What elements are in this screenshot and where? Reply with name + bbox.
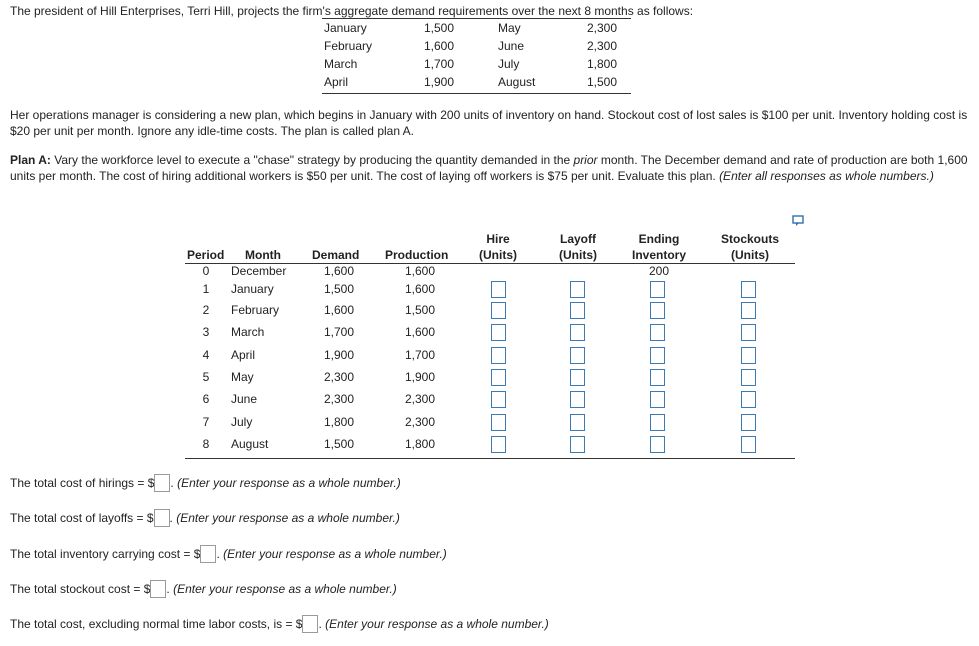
table-row [0, 301, 979, 319]
header-month: Month [245, 248, 281, 262]
total-layoff-cost-label: The total cost of layoffs = $ [10, 511, 154, 525]
hire-input[interactable] [491, 281, 506, 298]
row-period: 6 [202, 392, 210, 406]
total-cost-label: The total cost, excluding normal time labor costs, is = $ [10, 617, 303, 631]
row-production: 1,500 [404, 303, 435, 317]
demand-requirements-table [322, 18, 631, 94]
total-cost-line [10, 615, 549, 633]
hire-input[interactable] [491, 436, 506, 453]
row-demand: 1,900 [323, 348, 354, 362]
stockouts-input[interactable] [741, 369, 756, 386]
row-period: 4 [202, 348, 210, 362]
hire-input[interactable] [491, 302, 506, 319]
demand-month: January [324, 21, 367, 35]
total-cost-hint: (Enter your response as a whole number.) [325, 617, 549, 631]
header-hire-2: (Units) [479, 248, 517, 262]
row-month: March [231, 325, 265, 339]
header-production: Production [385, 248, 449, 262]
demand-month: February [324, 39, 373, 53]
total-hiring-cost-hint: (Enter your response as a whole number.) [177, 476, 401, 490]
table-bottom-rule [185, 458, 795, 459]
row-period: 0 [202, 264, 210, 278]
layoff-input[interactable] [570, 391, 585, 408]
plan-a-text-2: month. The December demand and rate of production are both 1,600 units per month. The cost of hiring additional workers is $50 per unit. The cost of laying off workers is $75 per unit. Evaluate this plan. [10, 153, 968, 183]
total-stockout-cost-line [10, 580, 397, 598]
row-demand: 1,600 [323, 303, 354, 317]
table-row [0, 368, 979, 386]
row-production: 1,900 [404, 370, 435, 384]
table-row [0, 435, 979, 453]
row-production: 1,600 [404, 282, 435, 296]
stockouts-input[interactable] [741, 436, 756, 453]
demand-value: 2,300 [586, 21, 617, 35]
header-ending-1: Ending [638, 232, 680, 246]
punctuation: . [170, 476, 178, 490]
row-month: May [231, 370, 254, 384]
header-layoff-1: Layoff [560, 232, 596, 246]
row-month: February [231, 303, 280, 317]
scenario-paragraph: Her operations manager is considering a new plan, which begins in January with 200 units of inventory on hand. Stockout cost of lost sales is $100 per unit. Inventory holding cost is $20 per unit per month. Ignore any idle-time costs. The plan is called plan A. [10, 108, 968, 138]
total-inventory-cost-line [10, 545, 447, 563]
plan-a-hint: (Enter all responses as whole numbers.) [719, 169, 934, 183]
ending-inventory-input[interactable] [650, 436, 665, 453]
row-production: 1,700 [404, 348, 435, 362]
demand-value: 1,900 [423, 75, 454, 89]
demand-month: June [498, 39, 525, 53]
hire-input[interactable] [491, 324, 506, 341]
demand-value: 1,500 [423, 21, 454, 35]
demand-month: April [324, 75, 349, 89]
total-layoff-cost-hint: (Enter your response as a whole number.) [176, 511, 400, 525]
demand-value: 1,600 [423, 39, 454, 53]
demand-value: 1,700 [423, 57, 454, 71]
demand-row [322, 19, 631, 37]
ending-inventory-input[interactable] [650, 391, 665, 408]
layoff-input[interactable] [570, 324, 585, 341]
layoff-input[interactable] [570, 414, 585, 431]
stockouts-input[interactable] [741, 281, 756, 298]
row-month: June [231, 392, 258, 406]
table-row [0, 280, 979, 298]
demand-value: 1,500 [586, 75, 617, 89]
row-month: August [231, 437, 269, 451]
hire-input[interactable] [491, 414, 506, 431]
layoff-input[interactable] [570, 369, 585, 386]
punctuation: . [318, 617, 326, 631]
table-row [0, 413, 979, 431]
hire-input[interactable] [491, 391, 506, 408]
row-demand: 2,300 [323, 370, 354, 384]
punctuation: . [216, 547, 224, 561]
row-production: 1,600 [404, 264, 435, 278]
ending-inventory-input[interactable] [650, 302, 665, 319]
total-layoff-cost-input[interactable] [154, 509, 170, 527]
row-month: December [231, 264, 287, 278]
row-demand: 1,500 [323, 282, 354, 296]
demand-month: May [498, 21, 521, 35]
ending-inventory-input[interactable] [650, 414, 665, 431]
demand-value: 2,300 [586, 39, 617, 53]
row-demand: 1,700 [323, 325, 354, 339]
plan-a-label: Plan A: [10, 153, 51, 167]
row-production: 1,800 [404, 437, 435, 451]
stockouts-input[interactable] [741, 391, 756, 408]
demand-month: August [498, 75, 536, 89]
row-month: July [231, 415, 253, 429]
row-ending-inventory: 200 [648, 264, 670, 278]
row-period: 2 [202, 303, 210, 317]
row-period: 3 [202, 325, 210, 339]
header-ending-2: Inventory [631, 248, 686, 262]
ending-inventory-input[interactable] [650, 369, 665, 386]
layoff-input[interactable] [570, 281, 585, 298]
stockouts-input[interactable] [741, 347, 756, 364]
layoff-input[interactable] [570, 302, 585, 319]
header-period: Period [187, 248, 225, 262]
row-period: 8 [202, 437, 210, 451]
plan-a-text-1: Vary the workforce level to execute a "chase" strategy by producing the quantity demanded in the [50, 153, 574, 167]
total-stockout-cost-label: The total stockout cost = $ [10, 582, 151, 596]
ending-inventory-input[interactable] [650, 347, 665, 364]
row-period: 5 [202, 370, 210, 384]
demand-month: July [498, 57, 520, 71]
stockouts-input[interactable] [741, 324, 756, 341]
punctuation: . [169, 511, 177, 525]
row-production: 2,300 [404, 392, 435, 406]
row-demand: 1,500 [323, 437, 354, 451]
total-inventory-cost-label: The total inventory carrying cost = $ [10, 547, 201, 561]
row-period: 7 [202, 415, 210, 429]
row-period: 1 [202, 282, 210, 296]
total-inventory-cost-input[interactable] [200, 545, 216, 563]
ending-inventory-input[interactable] [650, 281, 665, 298]
stockouts-input[interactable] [741, 414, 756, 431]
header-layoff-2: (Units) [559, 248, 597, 262]
table-row [0, 390, 979, 408]
total-hiring-cost-input[interactable] [154, 474, 170, 492]
row-demand: 1,600 [323, 264, 354, 278]
hire-input[interactable] [491, 347, 506, 364]
layoff-input[interactable] [570, 347, 585, 364]
header-stockouts-2: (Units) [731, 248, 769, 262]
total-cost-input[interactable] [302, 615, 318, 633]
intro-text: The president of Hill Enterprises, Terri Hill, projects the firm's aggregate demand requirements over the next 8 months as follows: [10, 4, 694, 18]
plan-a-paragraph [10, 152, 968, 184]
header-hire-1: Hire [486, 232, 510, 246]
row-production: 1,600 [404, 325, 435, 339]
copy-table-icon[interactable] [792, 215, 806, 227]
row-demand: 1,800 [323, 415, 354, 429]
row-production: 2,300 [404, 415, 435, 429]
total-hiring-cost-line [10, 474, 401, 492]
demand-row [322, 73, 631, 91]
plan-a-prior: prior [573, 153, 598, 167]
header-stockouts-1: Stockouts [720, 232, 779, 246]
demand-month: March [324, 57, 358, 71]
row-demand: 2,300 [323, 392, 354, 406]
total-stockout-cost-hint: (Enter your response as a whole number.) [173, 582, 397, 596]
stockouts-input[interactable] [741, 302, 756, 319]
total-stockout-cost-input[interactable] [150, 580, 166, 598]
table-row-december [0, 263, 979, 279]
demand-row [322, 55, 631, 73]
hire-input[interactable] [491, 369, 506, 386]
header-demand: Demand [312, 248, 360, 262]
row-month: January [231, 282, 274, 296]
total-inventory-cost-hint: (Enter your response as a whole number.) [223, 547, 447, 561]
total-layoff-cost-line [10, 509, 400, 527]
row-month: April [231, 348, 256, 362]
layoff-input[interactable] [570, 436, 585, 453]
ending-inventory-input[interactable] [650, 324, 665, 341]
demand-row [322, 37, 631, 55]
demand-value: 1,800 [586, 57, 617, 71]
table-row [0, 323, 979, 341]
table-row [0, 346, 979, 364]
total-hiring-cost-label: The total cost of hirings = $ [10, 476, 155, 490]
punctuation: . [166, 582, 174, 596]
